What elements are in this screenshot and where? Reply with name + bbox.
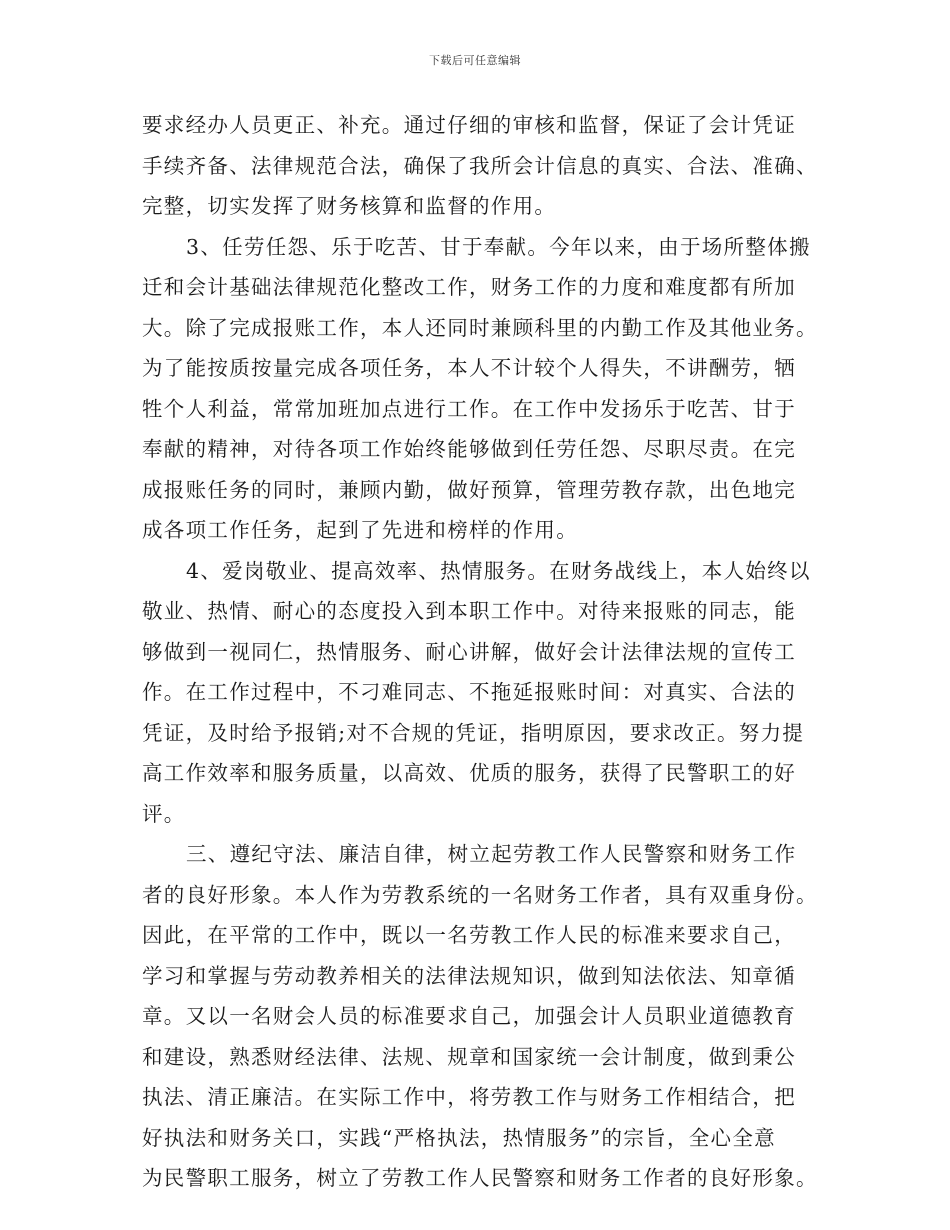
text-line: 牲个人利益，常常加班加点进行工作。在工作中发扬乐于吃苦、甘于 <box>142 396 796 421</box>
text-line: 为了能按质按量完成各项任务，本人不计较个人得失，不讲酬劳，牺 <box>142 356 796 380</box>
text-line: 作。在工作过程中，不刁难同志、不拖延报账时间：对真实、合法的 <box>142 680 796 704</box>
text-line: 章。又以一名财会人员的标准要求自己，加强会计人员职业道德教育 <box>142 1004 796 1028</box>
text-line: 因此，在平常的工作中，既以一名劳教工作人民的标准来要求自己， <box>142 923 796 947</box>
text-line: 执法、清正廉洁。在实际工作中，将劳教工作与财务工作相结合，把 <box>142 1085 796 1109</box>
text-line: 迁和会计基础法律规范化整改工作，财务工作的力度和难度都有所加 <box>142 275 796 299</box>
text-line: 够做到一视同仁，热情服务、耐心讲解，做好会计法律法规的宣传工 <box>142 639 796 664</box>
text-line: 敬业、热情、耐心的态度投入到本职工作中。对待来报账的同志，能 <box>142 599 796 623</box>
header-note: 下载后可任意编辑 <box>429 54 521 67</box>
text-line: 成报账任务的同时，兼顾内勤，做好预算，管理劳教存款，出色地完 <box>142 477 796 502</box>
text-line: 学习和掌握与劳动教养相关的法律法规知识，做到知法依法、知章循 <box>142 963 796 988</box>
text-line: 高工作效率和服务质量，以高效、优质的服务，获得了民警职工的好 <box>142 761 796 785</box>
text-line: 完整，切实发挥了财务核算和监督的作用。 <box>142 194 557 218</box>
text-line: 和建设，熟悉财经法律、法规、规章和国家统一会计制度，做到秉公 <box>142 1044 796 1069</box>
text-line: 手续齐备、法律规范合法，确保了我所会计信息的真实、合法、准确、 <box>142 153 818 178</box>
paragraph-start-line: 3、任劳任怨、乐于吃苦、甘于奉献。今年以来，由于场所整体搬 <box>186 234 811 259</box>
paragraph-start-line: 4、爱岗敬业、提高效率、热情服务。在财务战线上，本人始终以 <box>186 558 811 583</box>
text-line: 评。 <box>142 801 186 826</box>
text-line: 奉献的精神，对待各项工作始终能够做到任劳任怨、尽职尽责。在完 <box>142 437 796 461</box>
text-line: 要求经办人员更正、补充。通过仔细的审核和监督，保证了会计凭证 <box>142 113 796 137</box>
text-line: 大。除了完成报账工作，本人还同时兼顾科里的内勤工作及其他业务。 <box>142 315 818 340</box>
text-line: 成各项工作任务，起到了先进和榜样的作用。 <box>142 518 578 542</box>
paragraph-start-line: 三、遵纪守法、廉洁自律，树立起劳教工作人民警察和财务工作 <box>186 842 797 866</box>
text-line: 为民警职工服务，树立了劳教工作人民警察和财务工作者的良好形象。 <box>142 1166 818 1190</box>
text-line: 者的良好形象。本人作为劳教系统的一名财务工作者，具有双重身份。 <box>142 882 818 907</box>
document-body <box>142 105 818 1199</box>
text-line: 凭证，及时给予报销;对不合规的凭证，指明原因，要求改正。努力提 <box>142 720 805 745</box>
text-line: 好执法和财务关口，实践“严格执法，热情服务”的宗旨，全心全意 <box>142 1125 776 1150</box>
